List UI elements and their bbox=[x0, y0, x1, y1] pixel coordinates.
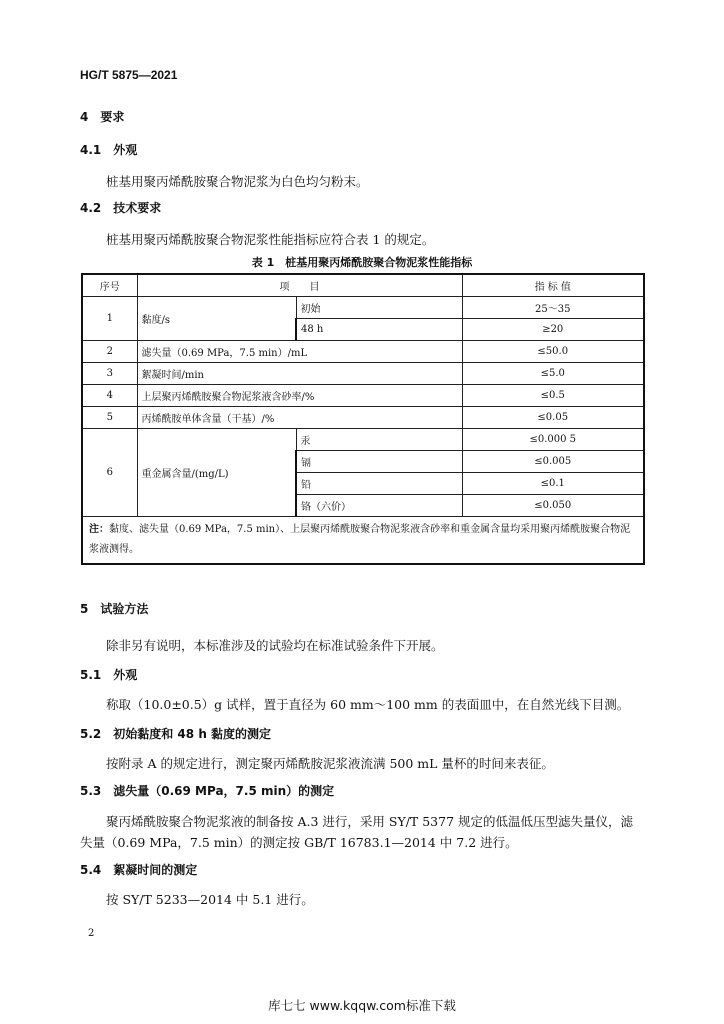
table-row bbox=[82, 363, 644, 385]
section-5-2-text: 按附录 A 的规定进行，测定聚丙烯酰胺泥浆液流满 500 mL 量杯的时间来表征。 bbox=[106, 756, 554, 771]
row-item: 滤失量（0.69 MPa，7.5 min）/mL bbox=[137, 341, 462, 363]
page-number: 2 bbox=[88, 928, 95, 939]
table-note bbox=[82, 517, 644, 565]
row-value: ≤0.1 bbox=[462, 473, 644, 495]
section-4-1-title: 4.1 外观 bbox=[80, 143, 138, 157]
row-subitem: 铬（六价） bbox=[296, 495, 462, 517]
row-subitem: 铅 bbox=[296, 473, 462, 495]
table-row bbox=[82, 341, 644, 363]
section-4-title: 4 要求 bbox=[80, 110, 125, 124]
row-value: ≥20 bbox=[462, 319, 644, 341]
row-no: 2 bbox=[82, 341, 137, 363]
header-value: 指 标 值 bbox=[462, 274, 644, 297]
document-code: HG/T 5875—2021 bbox=[80, 68, 178, 82]
row-subitem: 镉 bbox=[296, 451, 462, 473]
row-value: ≤0.05 bbox=[462, 407, 644, 429]
row-value: ≤0.005 bbox=[462, 451, 644, 473]
table-header-row bbox=[82, 274, 644, 297]
header-item: 项 目 bbox=[137, 274, 462, 297]
note-text: 黏度、滤失量（0.69 MPa，7.5 min）、上层聚丙烯酰胺聚合物泥浆液含砂率和重金属含量均采用聚丙烯酰胺聚合物泥浆液测得。 bbox=[89, 524, 631, 555]
table-row bbox=[82, 297, 644, 319]
row-subitem: 初始 bbox=[296, 297, 462, 319]
table-row bbox=[82, 429, 644, 451]
section-4-2-title: 4.2 技术要求 bbox=[80, 201, 162, 215]
section-5-1-title: 5.1 外观 bbox=[80, 668, 138, 682]
row-value: ≤0.000 5 bbox=[462, 429, 644, 451]
row-item: 黏度/s bbox=[137, 297, 296, 341]
row-item: 上层聚丙烯酰胺聚合物泥浆液含砂率/% bbox=[137, 385, 462, 407]
row-value: ≤0.050 bbox=[462, 495, 644, 517]
row-no: 6 bbox=[82, 429, 137, 517]
table-caption: 表 1 桩基用聚丙烯酰胺聚合物泥浆性能指标 bbox=[251, 256, 473, 269]
row-item: 丙烯酰胺单体含量（干基）/% bbox=[137, 407, 462, 429]
header-no: 序号 bbox=[82, 274, 137, 297]
row-value: 25～35 bbox=[462, 297, 644, 319]
table-row bbox=[82, 407, 644, 429]
section-5-3-line-1: 聚丙烯酰胺聚合物泥浆液的制备按 A.3 进行，采用 SY/T 5377 规定的低温低压型滤失量仪，滤 bbox=[106, 814, 633, 829]
row-item: 重金属含量/(mg/L) bbox=[137, 429, 296, 517]
section-4-1-text: 桩基用聚丙烯酰胺聚合物泥浆为白色均匀粉末。 bbox=[106, 174, 369, 189]
row-value: ≤50.0 bbox=[462, 341, 644, 363]
spec-table bbox=[81, 273, 645, 565]
table-note-row bbox=[82, 517, 644, 565]
note-label: 注： bbox=[89, 524, 109, 535]
section-5-3-line-2: 失量（0.69 MPa，7.5 min）的测定按 GB/T 16783.1—2014 中 7.2 进行。 bbox=[80, 835, 518, 850]
row-no: 3 bbox=[82, 363, 137, 385]
table-row bbox=[82, 385, 644, 407]
row-no: 5 bbox=[82, 407, 137, 429]
row-value: ≤5.0 bbox=[462, 363, 644, 385]
footer-watermark: 库七七 www.kqqw.com标准下载 bbox=[268, 998, 456, 1013]
section-5-title: 5 试验方法 bbox=[80, 602, 149, 616]
row-subitem: 汞 bbox=[296, 429, 462, 451]
section-5-1-text: 称取（10.0±0.5）g 试样，置于直径为 60 mm～100 mm 的表面皿中，在自然光线下目测。 bbox=[106, 697, 630, 712]
section-5-4-text: 按 SY/T 5233—2014 中 5.1 进行。 bbox=[106, 892, 314, 907]
row-subitem: 48 h bbox=[296, 319, 462, 341]
row-no: 1 bbox=[82, 297, 137, 341]
row-item: 絮凝时间/min bbox=[137, 363, 462, 385]
section-5-4-title: 5.4 絮凝时间的测定 bbox=[80, 863, 198, 877]
section-5-3-title: 5.3 滤失量（0.69 MPa，7.5 min）的测定 bbox=[80, 784, 335, 798]
row-value: ≤0.5 bbox=[462, 385, 644, 407]
row-no: 4 bbox=[82, 385, 137, 407]
section-4-2-text: 桩基用聚丙烯酰胺聚合物泥浆性能指标应符合表 1 的规定。 bbox=[106, 232, 435, 247]
section-5-text: 除非另有说明，本标准涉及的试验均在标准试验条件下开展。 bbox=[106, 638, 444, 653]
section-5-2-title: 5.2 初始黏度和 48 h 黏度的测定 bbox=[80, 727, 272, 741]
